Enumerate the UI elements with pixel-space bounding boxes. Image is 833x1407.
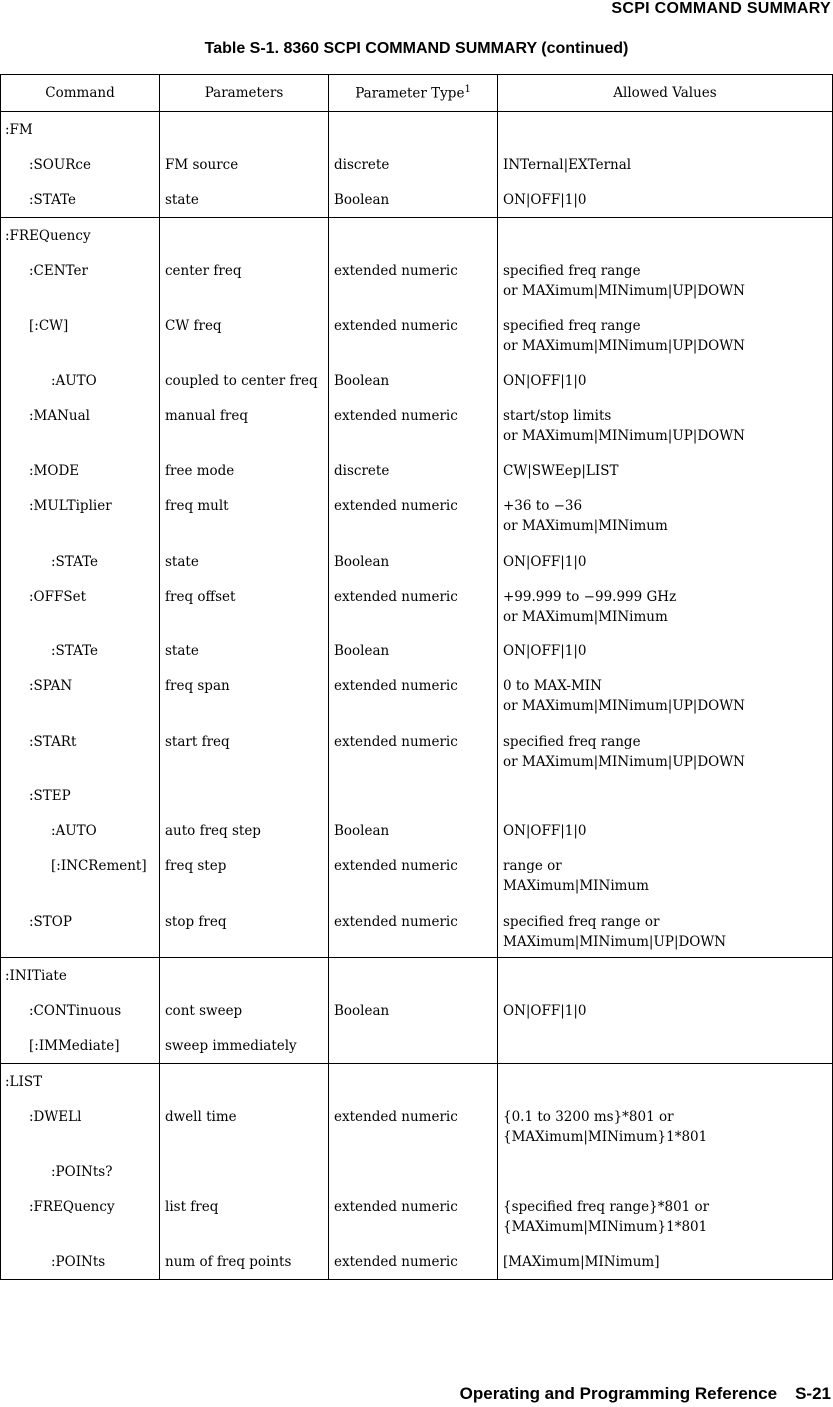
parameters-cell-text: freq mult	[165, 497, 229, 514]
header-command: Command	[1, 75, 160, 112]
command-cell-text: :OFFSet	[29, 588, 87, 605]
command-cell-text: [:INCRement]	[51, 857, 147, 874]
command-cell	[1, 813, 160, 848]
parameters-cell-text: CW freq	[165, 317, 222, 334]
parameter-type-cell	[329, 112, 498, 147]
command-cell	[1, 1154, 160, 1189]
allowed-values-cell-text: ON|OFF|1|0	[503, 642, 587, 659]
parameter-type-cell-text: extended numeric	[334, 1198, 458, 1215]
parameter-type-cell-text: extended numeric	[334, 588, 458, 605]
parameter-type-cell-text: discrete	[334, 462, 390, 479]
allowed-values-continuation: or MAXimum|MINimum|UP|DOWN	[503, 697, 745, 714]
allowed-values-cell-text: start/stop limits	[503, 407, 612, 424]
parameters-cell	[160, 544, 329, 579]
allowed-values-continuation: MAXimum|MINimum|UP|DOWN	[503, 933, 727, 950]
allowed-values-cell	[498, 1028, 833, 1064]
allowed-values-cell	[498, 668, 833, 724]
table-row	[1, 1189, 833, 1244]
command-cell-text: :LIST	[5, 1074, 43, 1090]
parameter-type-cell	[329, 218, 498, 253]
table-row	[1, 633, 833, 668]
command-cell	[1, 488, 160, 544]
parameter-type-cell-text: extended numeric	[334, 857, 458, 874]
parameters-cell-text: state	[165, 191, 199, 208]
table-row	[1, 1244, 833, 1280]
parameters-cell	[160, 1064, 329, 1099]
allowed-values-cell-text: +36 to −36	[503, 497, 583, 514]
allowed-values-cell-text: +99.999 to −99.999 GHz	[503, 588, 677, 605]
parameter-type-cell	[329, 363, 498, 398]
command-summary-table	[0, 74, 833, 1280]
table-header-row	[1, 75, 833, 112]
parameter-type-cell-text: discrete	[334, 156, 390, 173]
table-row	[1, 724, 833, 778]
command-cell-text: :STATe	[51, 642, 99, 659]
parameters-cell-text: state	[165, 553, 199, 570]
table-title: Table S-1. 8360 SCPI COMMAND SUMMARY (continued)	[204, 40, 629, 57]
parameters-cell-text: list freq	[165, 1198, 219, 1215]
parameter-type-cell	[329, 398, 498, 453]
parameters-cell	[160, 1244, 329, 1280]
page-footer	[442, 1384, 831, 1404]
command-cell	[1, 363, 160, 398]
command-cell	[1, 633, 160, 668]
command-cell-text: :STATe	[51, 553, 99, 570]
allowed-values-continuation: or MAXimum|MINimum	[503, 517, 668, 534]
parameters-cell	[160, 218, 329, 253]
command-cell	[1, 544, 160, 579]
allowed-values-cell-text: ON|OFF|1|0	[503, 191, 587, 208]
parameter-type-cell	[329, 1244, 498, 1280]
command-cell	[1, 1064, 160, 1099]
parameters-cell	[160, 253, 329, 308]
allowed-values-cell	[498, 813, 833, 848]
parameters-cell	[160, 579, 329, 633]
parameter-type-cell-text: Boolean	[334, 553, 390, 570]
parameters-cell	[160, 363, 329, 398]
parameters-cell	[160, 633, 329, 668]
parameters-cell	[160, 848, 329, 904]
allowed-values-cell	[498, 1064, 833, 1099]
command-cell-text: :CENTer	[29, 262, 88, 279]
parameter-type-cell	[329, 724, 498, 778]
allowed-values-cell	[498, 363, 833, 398]
table-row	[1, 668, 833, 724]
allowed-values-cell	[498, 1154, 833, 1189]
allowed-values-cell-text: specified freq range or	[503, 913, 660, 930]
command-cell	[1, 398, 160, 453]
parameter-type-cell-text: extended numeric	[334, 317, 458, 334]
command-cell	[1, 993, 160, 1028]
parameters-cell	[160, 488, 329, 544]
command-cell	[1, 778, 160, 813]
command-cell	[1, 182, 160, 218]
command-cell	[1, 453, 160, 488]
parameter-type-cell	[329, 1189, 498, 1244]
command-cell	[1, 724, 160, 778]
parameter-type-cell	[329, 668, 498, 724]
allowed-values-cell	[498, 848, 833, 904]
parameters-cell-text: freq span	[165, 677, 230, 694]
command-cell-text: :STEP	[29, 787, 71, 804]
table-row	[1, 182, 833, 218]
parameters-cell	[160, 813, 329, 848]
parameter-type-cell-text: extended numeric	[334, 262, 458, 279]
parameter-type-cell	[329, 579, 498, 633]
allowed-values-cell-text: [MAXimum|MINimum]	[503, 1253, 660, 1270]
parameter-type-cell-text: extended numeric	[334, 1108, 458, 1125]
table-row	[1, 398, 833, 453]
command-cell	[1, 848, 160, 904]
allowed-values-cell	[498, 488, 833, 544]
table-row	[1, 579, 833, 633]
allowed-values-cell-text: ON|OFF|1|0	[503, 372, 587, 389]
parameters-cell-text: dwell time	[165, 1108, 237, 1125]
parameters-cell-text: free mode	[165, 462, 235, 479]
allowed-values-cell-text: ON|OFF|1|0	[503, 1002, 587, 1019]
allowed-values-cell-text: ON|OFF|1|0	[503, 553, 587, 570]
command-cell	[1, 253, 160, 308]
parameter-type-cell	[329, 544, 498, 579]
table-row	[1, 453, 833, 488]
table-row	[1, 813, 833, 848]
command-cell-text: :AUTO	[51, 372, 97, 389]
parameters-cell-text: num of freq points	[165, 1253, 292, 1270]
parameter-type-cell	[329, 308, 498, 363]
allowed-values-cell-text: {specified freq range}*801 or	[503, 1198, 710, 1215]
command-cell	[1, 579, 160, 633]
table-row	[1, 848, 833, 904]
parameter-type-cell-text: Boolean	[334, 642, 390, 659]
table-row	[1, 488, 833, 544]
parameters-cell-text: freq offset	[165, 588, 236, 605]
allowed-values-continuation: or MAXimum|MINimum|UP|DOWN	[503, 753, 745, 770]
parameters-cell	[160, 958, 329, 993]
allowed-values-cell	[498, 958, 833, 993]
command-cell-text: [:IMMediate]	[29, 1037, 120, 1054]
allowed-values-cell	[498, 1099, 833, 1154]
command-cell-text: :AUTO	[51, 822, 97, 839]
parameter-type-cell-text: extended numeric	[334, 497, 458, 514]
parameter-type-cell-text: extended numeric	[334, 407, 458, 424]
command-cell-text: :INITiate	[5, 968, 67, 984]
command-cell-text: :STOP	[29, 913, 72, 930]
parameters-cell-text: manual freq	[165, 407, 248, 424]
parameter-type-cell	[329, 453, 498, 488]
parameters-cell-text: freq step	[165, 857, 227, 874]
parameters-cell	[160, 182, 329, 218]
table-row	[1, 112, 833, 147]
header-parameter-type-label: Parameter Type	[355, 85, 465, 102]
parameter-type-cell-text: Boolean	[334, 1002, 390, 1019]
command-cell-text: :FM	[5, 122, 33, 138]
command-cell-text: :POINts?	[51, 1163, 113, 1180]
table-row	[1, 218, 833, 253]
allowed-values-cell	[498, 904, 833, 958]
allowed-values-cell	[498, 453, 833, 488]
parameters-cell-text: FM source	[165, 156, 239, 173]
table-row	[1, 1099, 833, 1154]
table-row	[1, 1028, 833, 1064]
allowed-values-cell-text: specified freq range	[503, 262, 641, 279]
parameters-cell	[160, 453, 329, 488]
parameters-cell-text: cont sweep	[165, 1002, 243, 1019]
allowed-values-cell	[498, 253, 833, 308]
command-table-container	[0, 74, 832, 1280]
table-body	[1, 112, 833, 1280]
parameter-type-cell-text: extended numeric	[334, 677, 458, 694]
parameters-cell	[160, 1099, 329, 1154]
allowed-values-cell	[498, 398, 833, 453]
table-row	[1, 1154, 833, 1189]
command-cell-text: :DWELl	[29, 1108, 82, 1125]
allowed-values-cell	[498, 112, 833, 147]
parameter-type-cell	[329, 904, 498, 958]
header-allowed-values: Allowed Values	[498, 75, 833, 112]
allowed-values-cell	[498, 308, 833, 363]
parameter-type-cell-text: extended numeric	[334, 733, 458, 750]
table-row	[1, 147, 833, 182]
parameters-cell	[160, 398, 329, 453]
command-cell-text: :SPAN	[29, 677, 73, 694]
command-cell	[1, 1028, 160, 1064]
allowed-values-cell-text: range or	[503, 857, 562, 874]
command-cell-text: [:CW]	[29, 317, 69, 334]
allowed-values-cell	[498, 1189, 833, 1244]
allowed-values-cell	[498, 544, 833, 579]
allowed-values-cell-text: INTernal|EXTernal	[503, 156, 632, 173]
allowed-values-cell-text: 0 to MAX-MIN	[503, 677, 602, 694]
parameters-cell	[160, 1028, 329, 1064]
allowed-values-cell	[498, 1244, 833, 1280]
command-cell-text: :POINts	[51, 1253, 106, 1270]
allowed-values-continuation: or MAXimum|MINimum|UP|DOWN	[503, 427, 745, 444]
command-cell	[1, 1189, 160, 1244]
table-row	[1, 904, 833, 958]
header-parameter-type	[329, 75, 498, 112]
footer-section: Operating and Programming Reference	[459, 1384, 778, 1403]
allowed-values-continuation: or MAXimum|MINimum|UP|DOWN	[503, 337, 745, 354]
table-row	[1, 778, 833, 813]
allowed-values-cell-text: specified freq range	[503, 317, 641, 334]
command-cell	[1, 668, 160, 724]
table-row	[1, 993, 833, 1028]
parameters-cell-text: center freq	[165, 262, 242, 279]
parameter-type-cell-text: Boolean	[334, 191, 390, 208]
parameters-cell	[160, 147, 329, 182]
allowed-values-cell-text: {0.1 to 3200 ms}*801 or	[503, 1108, 674, 1125]
command-cell	[1, 218, 160, 253]
allowed-values-cell	[498, 633, 833, 668]
command-cell	[1, 112, 160, 147]
allowed-values-continuation: or MAXimum|MINimum|UP|DOWN	[503, 282, 745, 299]
parameters-cell	[160, 993, 329, 1028]
command-cell	[1, 147, 160, 182]
parameter-type-cell-text: extended numeric	[334, 1253, 458, 1270]
parameters-cell-text: sweep immediately	[165, 1037, 297, 1054]
parameter-type-cell	[329, 633, 498, 668]
page-number: S-21	[795, 1384, 831, 1403]
parameter-type-cell	[329, 253, 498, 308]
header-footnote-marker: 1	[464, 84, 471, 96]
table-row	[1, 544, 833, 579]
command-cell-text: :CONTinuous	[29, 1002, 122, 1019]
running-head: SCPI COMMAND SUMMARY	[611, 0, 831, 17]
table-row	[1, 1064, 833, 1099]
parameter-type-cell	[329, 778, 498, 813]
parameter-type-cell	[329, 1064, 498, 1099]
parameter-type-cell-text: Boolean	[334, 822, 390, 839]
parameters-cell-text: auto freq step	[165, 822, 261, 839]
parameter-type-cell	[329, 1028, 498, 1064]
parameters-cell	[160, 308, 329, 363]
parameter-type-cell	[329, 813, 498, 848]
command-cell-text: :FREQuency	[5, 228, 91, 244]
command-cell	[1, 308, 160, 363]
allowed-values-cell	[498, 182, 833, 218]
parameters-cell	[160, 1189, 329, 1244]
parameter-type-cell	[329, 488, 498, 544]
command-cell	[1, 958, 160, 993]
parameters-cell	[160, 1154, 329, 1189]
parameter-type-cell	[329, 182, 498, 218]
parameters-cell	[160, 668, 329, 724]
allowed-values-cell	[498, 993, 833, 1028]
allowed-values-continuation: or MAXimum|MINimum	[503, 608, 668, 625]
allowed-values-continuation: MAXimum|MINimum	[503, 877, 649, 894]
table-row	[1, 958, 833, 993]
parameters-cell	[160, 724, 329, 778]
parameter-type-cell	[329, 1099, 498, 1154]
parameter-type-cell	[329, 958, 498, 993]
allowed-values-continuation: {MAXimum|MINimum}1*801	[503, 1128, 708, 1145]
command-cell	[1, 904, 160, 958]
parameters-cell	[160, 112, 329, 147]
allowed-values-cell	[498, 579, 833, 633]
parameter-type-cell	[329, 993, 498, 1028]
parameters-cell	[160, 778, 329, 813]
command-cell-text: :MODE	[29, 462, 80, 479]
allowed-values-cell	[498, 218, 833, 253]
allowed-values-cell-text: ON|OFF|1|0	[503, 822, 587, 839]
parameter-type-cell-text: extended numeric	[334, 913, 458, 930]
allowed-values-cell	[498, 778, 833, 813]
allowed-values-cell	[498, 147, 833, 182]
allowed-values-cell-text: CW|SWEep|LIST	[503, 462, 619, 479]
parameters-cell-text: start freq	[165, 733, 230, 750]
command-cell-text: :SOURce	[29, 156, 91, 173]
command-cell	[1, 1099, 160, 1154]
allowed-values-cell	[498, 724, 833, 778]
command-cell-text: :FREQuency	[29, 1198, 115, 1215]
parameter-type-cell	[329, 147, 498, 182]
parameter-type-cell-text: Boolean	[334, 372, 390, 389]
table-row	[1, 308, 833, 363]
parameter-type-cell	[329, 1154, 498, 1189]
command-cell-text: :STARt	[29, 733, 77, 750]
table-row	[1, 253, 833, 308]
command-cell-text: :MANual	[29, 407, 90, 424]
allowed-values-cell-text: specified freq range	[503, 733, 641, 750]
parameters-cell-text: state	[165, 642, 199, 659]
command-cell-text: :MULTiplier	[29, 497, 112, 514]
table-row	[1, 363, 833, 398]
allowed-values-continuation: {MAXimum|MINimum}1*801	[503, 1218, 708, 1235]
parameter-type-cell	[329, 848, 498, 904]
command-cell	[1, 1244, 160, 1280]
parameters-cell	[160, 904, 329, 958]
header-parameters: Parameters	[160, 75, 329, 112]
parameters-cell-text: coupled to center freq	[165, 372, 318, 389]
command-cell-text: :STATe	[29, 191, 77, 208]
parameters-cell-text: stop freq	[165, 913, 227, 930]
